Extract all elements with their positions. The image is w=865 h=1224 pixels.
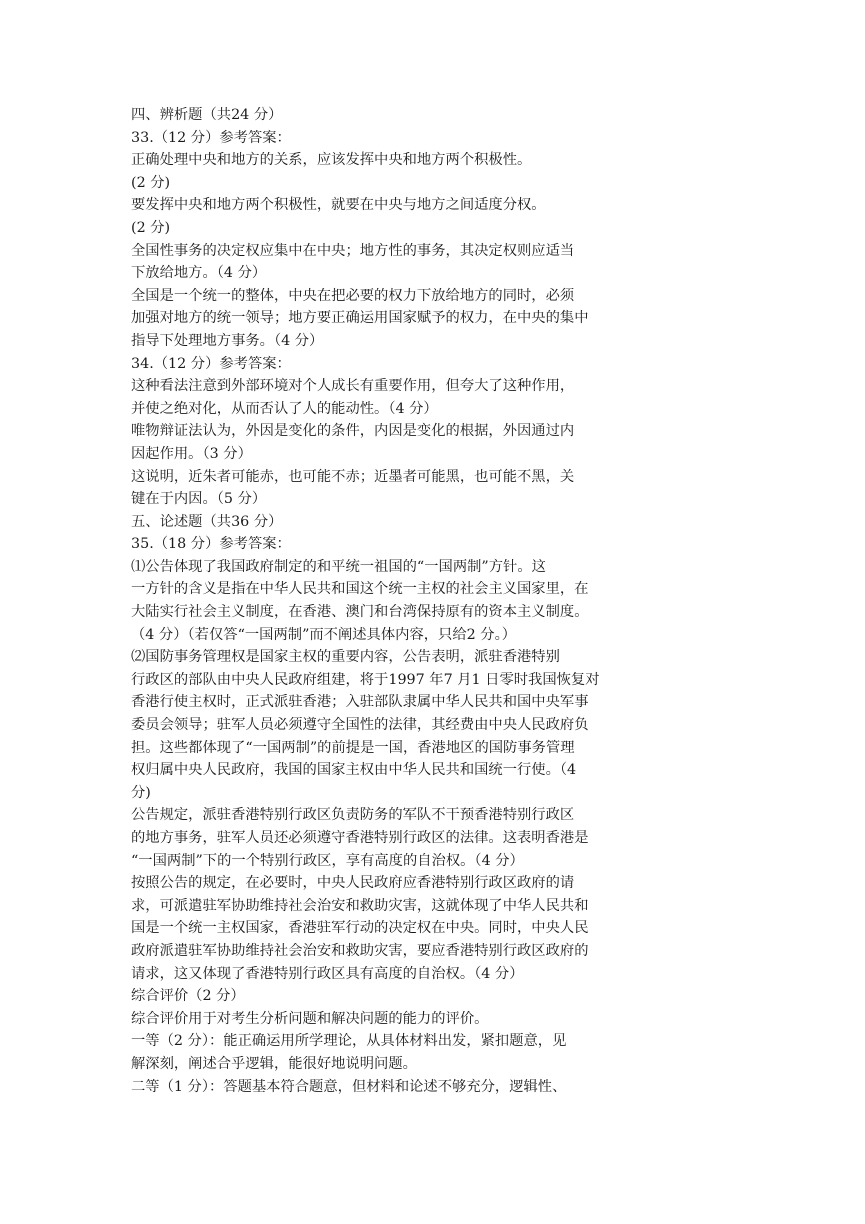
text-line: 加强对地方的统一领导；地方要正确运用国家赋予的权力，在中央的集中 [131, 310, 589, 327]
text-line: 公告规定，派驻香港特别行政区负责防务的军队不干预香港特别行政区 [131, 807, 575, 824]
text-line: （4 分）（若仅答“一国两制”而不阐述具体内容，只给2 分。） [131, 626, 517, 643]
section-heading: 五、论述题（共36 分） [131, 513, 283, 530]
text-line: 综合评价用于对考生分析问题和解决问题的能力的评价。 [131, 1010, 489, 1027]
text-line: 政府派遣驻军协助维持社会治安和救助灾害，要应香港特别行政区政府的 [131, 942, 589, 959]
text-line: 的地方事务，驻军人员还必须遵守香港特别行政区的法律。这表明香港是 [131, 830, 589, 846]
text-line: 委员会领导；驻军人员必须遵守全国性的法律，其经费由中央人民政府负 [131, 717, 589, 734]
text-line: 全国性事务的决定权应集中在中央；地方性的事务，其决定权则应适当 [131, 242, 575, 259]
text-line: 二等（1 分）：答题基本符合题意，但材料和论述不够充分，逻辑性、 [131, 1078, 567, 1095]
text-line: 键在于内因。（5 分） [131, 491, 267, 508]
text-line: 按照公告的规定，在必要时，中央人民政府应香港特别行政区政府的请 [131, 875, 575, 892]
text-line: 因起作用。（3 分） [131, 445, 252, 462]
text-line: 下放给地方。（4 分） [131, 265, 267, 282]
score-line: (2 分) [131, 219, 171, 236]
text-line: 担。这些都体现了“一国两制”的前提是一国，香港地区的国防事务管理 [131, 739, 575, 756]
text-line: 这说明，近朱者可能赤，也可能不赤；近墨者可能黑，也可能不黑，关 [131, 468, 575, 485]
text-line: “一国两制”下的一个特别行政区，享有高度的自治权。（4 分） [131, 852, 524, 869]
text-line: 正确处理中央和地方的关系，应该发挥中央和地方两个积极性。 [131, 152, 532, 169]
text-line: 香港行使主权时，正式派驻香港；入驻部队隶属中华人民共和国中央军事 [131, 694, 589, 711]
text-line: 一方针的含义是指在中华人民共和国这个统一主权的社会主义国家里，在 [131, 581, 589, 598]
section-heading: 综合评价（2 分） [131, 988, 245, 1005]
text-line: 权归属中央人民政府，我国的国家主权由中华人民共和国统一行使。（4 [131, 762, 577, 779]
text-line: 唯物辩证法认为，外因是变化的条件，内因是变化的根据，外因通过内 [131, 423, 575, 440]
text-line: 一等（2 分）：能正确运用所学理论，从具体材料出发，紧扣题意，见 [131, 1033, 567, 1050]
question-heading: 33.（12 分）参考答案： [131, 129, 291, 146]
text-line: 全国是一个统一的整体，中央在把必要的权力下放给地方的同时，必须 [131, 287, 575, 304]
text-line: 解深刻，阐述合乎逻辑，能很好地说明问题。 [131, 1055, 417, 1072]
text-line: 分) [131, 784, 151, 801]
text-line: 国是一个统一主权国家，香港驻军行动的决定权在中央。同时，中央人民 [131, 920, 589, 937]
section-heading: 四、辨析题（共24 分） [131, 107, 283, 123]
text-line: ⑵国防事务管理权是国家主权的重要内容，公告表明，派驻香港特别 [131, 649, 560, 666]
text-line: 指导下处理地方事务。（4 分） [131, 332, 324, 349]
text-line: 行政区的部队由中央人民政府组建，将于1997 年7 月1 日零时我国恢复对 [131, 671, 600, 688]
question-heading: 34.（12 分）参考答案： [131, 355, 291, 372]
text-line: 这种看法注意到外部环境对个人成长有重要作用，但夸大了这种作用， [131, 378, 575, 395]
text-line: 大陆实行社会主义制度，在香港、澳门和台湾保持原有的资本主义制度。 [131, 604, 589, 621]
text-line: 要发挥中央和地方两个积极性，就要在中央与地方之间适度分权。 [131, 197, 546, 214]
text-line: ⑴公告体现了我国政府制定的和平统一祖国的“一国两制”方针。这 [131, 558, 546, 575]
question-heading: 35.（18 分）参考答案： [131, 536, 291, 553]
document-page [131, 104, 631, 1098]
text-line: 请求，这又体现了香港特别行政区具有高度的自治权。（4 分） [131, 965, 524, 982]
score-line: (2 分) [131, 174, 171, 191]
text-line: 并使之绝对化，从而否认了人的能动性。（4 分） [131, 400, 438, 417]
text-line: 求，可派遣驻军协助维持社会治安和救助灾害，这就体现了中华人民共和 [131, 897, 589, 914]
